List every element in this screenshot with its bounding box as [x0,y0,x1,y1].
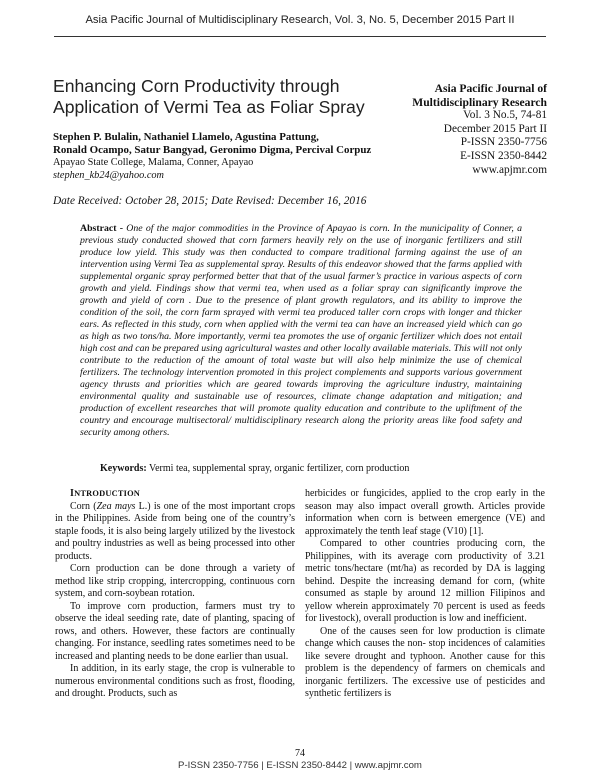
abstract [80,223,522,439]
author-list [53,131,393,157]
journal-eissn: E-ISSN 2350-8442 [460,149,547,162]
section-heading-introduction: INTRODUCTION [70,488,141,499]
body-column-left [55,488,295,701]
authors-line-2: Ronald Ocampo, Satur Bangyad, Geronimo Digma, Percival Corpuz [53,144,372,156]
title-line-1: Enhancing Corn Productivity through [53,76,340,96]
paragraph: In addition, in its early stage, the crop is vulnerable to numerous environmental conditions such as frost, flooding, and drought. Products, such as [55,663,295,699]
affiliation: Apayao State College, Malama, Conner, Apayao [53,157,254,168]
paper-title [53,76,383,118]
abstract-label: Abstract - [80,223,123,234]
running-head: Asia Pacific Journal of Multidisciplinary Research, Vol. 3, No. 5, December 2015 Part II [85,14,515,26]
keywords-text: Vermi tea, supplemental spray, organic fertilizer, corn production [149,463,410,474]
keywords [100,463,540,474]
paragraph: Compared to other countries producing corn, the Philippines, with its average corn productivity of 3.21 metric tons/hectare (mt/ha) as recorded by DA is lagging behind. Despite the increasing demand for corn, (white consumed as staple by around 12 million Filipinos and yellow wherein approximately 70 percent is used as feeds for livestock), overall production is low and inefficient. [305,538,545,624]
paragraph: One of the causes seen for low production is climate change which causes the non- stop incidences of calamities like severe drought and typhoon. Another cause for this problem is the dependency of farmers on chemicals and inorganic fertilizers. The excessive use of pesticides and synthetic fertilizers is [305,625,545,699]
journal-volume: Vol. 3 No.5, 74-81 [463,109,547,122]
body-column-right [305,488,545,701]
header-rule [54,36,546,37]
dates: Date Received: October 28, 2015; Date Revised: December 16, 2016 [53,195,367,207]
abstract-text: One of the major commodities in the Province of Apayao is corn. In the municipality of Conner, a previous study conducted showed that corn farmers heavily rely on the use of inorganic fertilizers and still produce low yield. This study was then conducted to compare traditional farming against the use of an intervention using Vermi Tea as supplemental spray. Results of this endeavor showed that the farms applied with supplemental organic spray performed better that that of the usual farmer’s practice in various aspects of corn growth and yield. Findings show that vermi tea, when used as a foliar spray can significantly improve the growth and yield of corn . Due to the presence of plant growth regulators, and its ability to improve the condition of the soil, the corn farm sprayed with vermi tea produced taller corn crops with longer and thicker ears. As reflected in this study, corn when applied with the vermi tea can have an increased yield which can go as high as two tons/ha. More importantly, vermi tea promotes the use of organic fertilizer which does not entail high cost and can be prepared using agricultural wastes and other locally available materials. This will not only contribute to the reduction of the amount of total waste but will also help minimize the use of chemical fertilizers. The technology intervention promoted in this project complements and supports various government agency thrusts and priorities which are geared towards improving the agriculture industry, maintaining environmental quality and sustainable use of resources, climate change adaptation and mitigation; and production of excellent researches that will promote quality education and contribute to the upliftment of the country and encourage multisectoral/ multidisciplinary research along the priority areas like food safety and security among others. [80,223,523,438]
paragraph: herbicides or fungicides, applied to the crop early in the season may also impact overall growth. Articles provide information when corn is between emergence (VE) and approximately the tenth leaf stage (V10) [1]. [305,488,545,537]
title-line-2: Application of Vermi Tea as Foliar Spray [53,97,365,117]
page-number: 74 [295,748,305,759]
paragraph: Corn (Zea mays L.) is one of the most important crops in the Philippines. Aside from being one of the country’s staple foods, it is also being largely utilized by the livestock and poultry industries as well as being processed into other products. [55,500,295,562]
journal-name-line-2: Multidisciplinary Research [412,95,547,109]
affiliation-block [53,157,393,182]
author-email: stephen_kb24@yahoo.com [53,169,164,181]
keywords-label: Keywords: [100,463,147,474]
paragraph: To improve corn production, farmers must try to observe the ideal seeding rate, date of planting, spacing of rows, and others. However, these factors are continually changing. For instance, seedling rates sometimes need to be increased and planting needs to be done earlier than usual. [55,600,295,662]
journal-name-line-1: Asia Pacific Journal of [434,82,547,95]
footer-issn: P-ISSN 2350-7756 | E-ISSN 2350-8442 | www.apjmr.com [178,760,422,771]
journal-info [367,82,547,177]
journal-pissn: P-ISSN 2350-7756 [460,136,547,149]
authors-line-1: Stephen P. Bulalin, Nathaniel Llamelo, Agustina Pattung, [53,131,319,143]
journal-issue: December 2015 Part II [443,122,547,135]
journal-website: www.apjmr.com [472,163,547,176]
paragraph: Corn production can be done through a variety of method like strip cropping, intercropping, continuous corn system, and corn-soybean rotation. [55,563,295,599]
